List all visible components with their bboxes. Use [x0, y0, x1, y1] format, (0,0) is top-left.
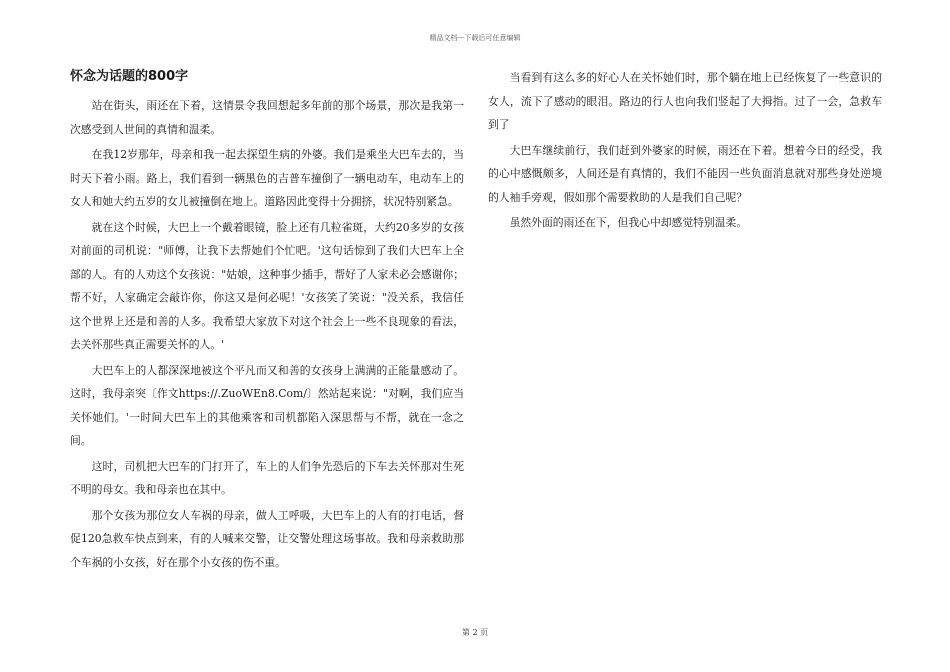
paragraph: 大巴车继续前行，我们赶到外婆家的时候，雨还在下着。想着今日的经受，我的心中感慨颇多，人间还是有真情的，我们不能因一些负面消息就对那些身处逆境的人袖手旁观，假如那个需要救助的人是我们自己呢？: [488, 143, 882, 204]
paragraph: 在我12岁那年，母亲和我一起去探望生病的外婆。我们是乘坐大巴车去的，当时天下着小雨。路上，我们看到一辆黑色的吉普车撞倒了一辆电动车，电动车上的女人和她大约五岁的女儿被撞倒在地上。道路因此变得十分拥挤，状况特别紧急。: [70, 148, 464, 208]
paragraph: 那个女孩为那位女人车祸的母亲，做人工呼吸，大巴车上的人有的打电话，督促120急救车快点到来，有的人喊来交警，让交警处理这场事故。我和母亲救助那个车祸的小女孩，好在那个小女孩的伤不重。: [70, 508, 464, 569]
page-number: 第 2 页: [461, 628, 489, 637]
paragraph: 这时，司机把大巴车的门打开了，车上的人们争先恐后的下车去关怀那对生死不明的母女。我和母亲也在其中。: [70, 459, 464, 496]
paragraph: 大巴车上的人都深深地被这个平凡而又和善的女孩身上满满的正能量感动了。这时，我母亲突〔作文https://.ZuoWEn8.Com/〕然站起来说："对啊，我们应当关怀她们。'一时间大巴车上的其他乘客和司机都陷入深思帮与不帮，就在一念之间。: [70, 363, 464, 447]
right-column: [488, 66, 882, 237]
left-column: [70, 66, 464, 576]
page-header: 精品文档---下载后可任意编辑: [429, 34, 521, 42]
paragraph: 站在街头，雨还在下着，这情景令我回想起多年前的那个场景，那次是我第一次感受到人世间的真情和温柔。: [70, 99, 464, 136]
paragraph: 当看到有这么多的好心人在关怀她们时，那个躺在地上已经恢复了一些意识的女人，流下了感动的眼泪。路边的行人也向我们竖起了大拇指。过了一会，急救车到了: [488, 71, 882, 131]
paragraph: 就在这个时候，大巴上一个戴着眼镜，脸上还有几粒雀斑，大约20多岁的女孩对前面的司机说："师傅，让我下去帮她们个忙吧。'这句话惊到了我们大巴车上全部的人。有的人劝这个女孩说："姑娘，这种事少插手，帮好了人家未必会感谢你；帮不好，人家确定会敲诈你，你这又是何必呢！'女孩笑了笑说："没关系，我信任这个世界上还是和善的人多。我希望大家放下对这个社会上一些不良现象的看法，去关怀那些真正需要关怀的人。': [70, 220, 464, 351]
paragraph: 虽然外面的雨还在下，但我心中却感觉特别温柔。: [509, 216, 748, 229]
article-title: 怀念为话题的800字: [70, 69, 189, 84]
